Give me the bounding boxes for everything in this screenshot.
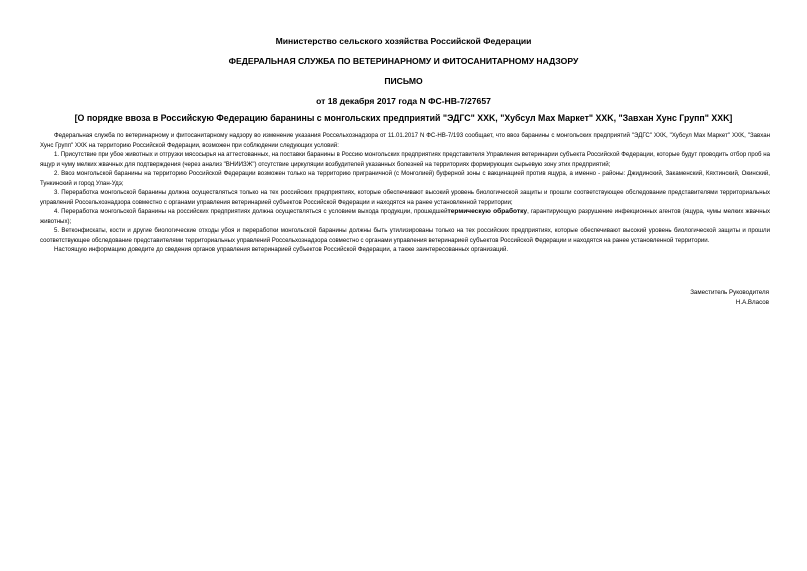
paragraph-condition-4 xyxy=(40,207,770,226)
document-subject: [О порядке ввоза в Российскую Федерацию баранины с монгольских предприятий "ЭДГС" XXK, "Хубсул Мах Маркет" XXK, "Завхан Хунс Групп" XXK] xyxy=(74,113,733,123)
signature-position: Заместитель Руководителя xyxy=(690,289,769,296)
paragraph-condition-1: 1. Присутствие при убое животных и отгрузки мясосырья на аттестованных, на поставки баранины в Россию монгольских предприятиях представителя Управления ветеринарии субъекта Российской Федерации, которые будут проводить отбор проб на ящур и чуму мелких жвачных для подтверждения (через анализ "ВНИИЗЖ") отсутствие циркуляции возбудителей указанных болезней на территориях формирующих сырьевую зону этих предприятий; xyxy=(40,151,770,168)
paragraph-condition-2: 2. Ввоз монгольской баранины на территорию Российской Федерации возможен только на территорию приграничной (с Монголией) буферной зоны с вакцинацией против ящура, а именно - районы: Джидинский, Закаменский, Кяхтинский, Окинский, Тункинский и город Улан-Удэ; xyxy=(40,170,770,187)
document-date-number: от 18 декабря 2017 года N ФС-НВ-7/27657 xyxy=(316,96,491,106)
document-body xyxy=(40,131,770,255)
paragraph-intro: Федеральная служба по ветеринарному и фитосанитарному надзору во изменение указания Россельхознадзора от 11.01.2017 N ФС-НВ-7/193 сообщает, что ввоз баранины с монгольских предприятий "ЭДГС" XXK, "Хубсул Мах Маркет" XXK, "Завхан Хунс Групп" XXK на территорию Российской Федерации, возможен при соблюдении следующих условий: xyxy=(40,132,770,149)
thermal-treatment-emphasis: термическую обработку xyxy=(447,208,528,215)
paragraph-closing: Настоящую информацию доведите до сведения органов управления ветеринарией субъектов Российской Федерации, а также заинтересованных организаций. xyxy=(54,246,509,253)
paragraph-condition-4-start: 4. Переработка монгольской баранины на российских предприятиях должна осуществляться с условием выхода продукции, прошедшей xyxy=(54,208,448,215)
paragraph-condition-3: 3. Переработка монгольской баранины должна осуществляться только на тех российских предприятиях, которые обеспечивают высокий уровень биологической защиты и прошли соответствующее обследование представителями территориальных управлений Россельхознадзора совместно с органами управления ветеринарией субъектов Российской Федерации и находятся на ранее установленной территории; xyxy=(40,189,770,206)
document-type-heading: ПИСЬМО xyxy=(384,76,423,86)
ministry-heading: Министерство сельского хозяйства Российской Федерации xyxy=(275,36,532,46)
signature-name: Н.А.Власов xyxy=(735,299,769,306)
service-heading: ФЕДЕРАЛЬНАЯ СЛУЖБА ПО ВЕТЕРИНАРНОМУ И ФИТОСАНИТАРНОМУ НАДЗОРУ xyxy=(228,56,579,66)
paragraph-condition-5: 5. Ветконфискаты, кости и другие биологические отходы убоя и переработки монгольской баранины должны быть утилизированы только на тех российских предприятиях, которые обеспечивают высокий уровень биологической защиты и прошли соответствующее обследование представителями территориальных управлений Россельхознадзора совместно с органами управления ветеринарией субъектов Российской Федерации и находятся на ранее установленной территории. xyxy=(40,227,770,244)
paragraph-condition-4-end: , гарантирующую разрушение инфекционных агентов (ящура, чумы мелких жвачных животных); xyxy=(40,208,770,225)
